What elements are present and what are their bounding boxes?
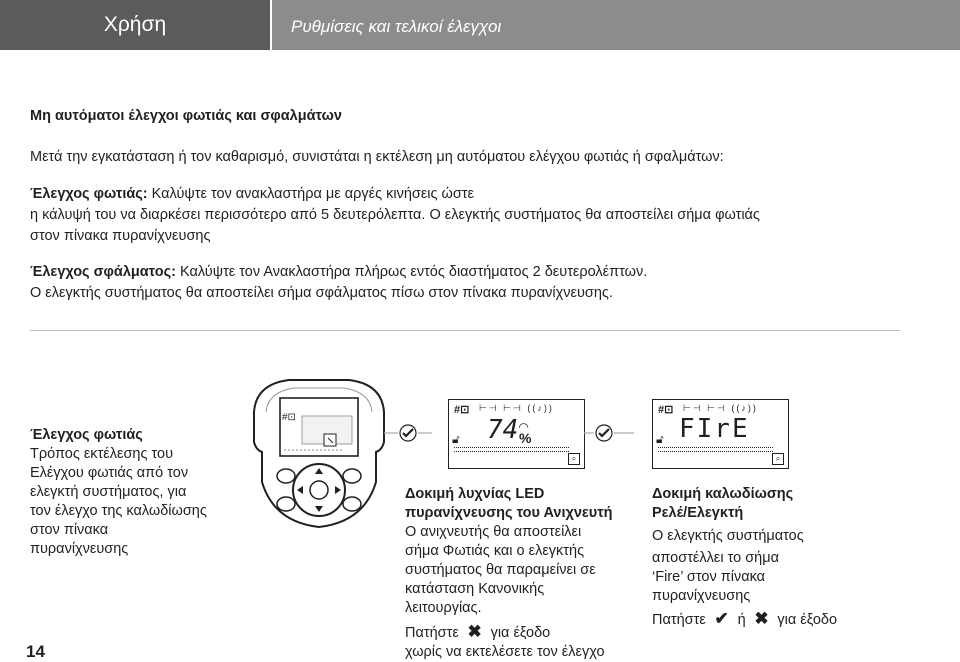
middle-column-line: σήμα Φωτιάς και ο ελεγκτής [405,543,585,559]
lcd-reading: 74 [487,415,519,445]
check-icon: ✔ [709,609,734,628]
left-column-line: πυρανίχνευσης [30,541,129,557]
left-column-line: ελεγκτή συστήματος, για [30,484,187,500]
press-text: Πατήστε [652,612,706,628]
middle-column-title: πυρανίχνευσης του Ανιχνευτή [405,505,613,521]
cross-icon: ✖ [749,609,774,628]
fire-check-line2: η κάλυψή του να διαρκέσει περισσότερο από 5 δευτερόλεπτα. Ο ελεγκτής συστήματος θα αποστείλει σήμα φωτιάς [30,207,760,223]
middle-column-title: Δοκιμή λυχνίας LED [405,486,545,502]
signal-icon: ◜◝ [519,420,529,434]
lock-icon: 🔓︎ [656,432,664,446]
status-icons-row: ⊢⊣ ⊢⊣ ((♪)) [479,403,554,413]
middle-column [405,485,613,662]
bargraph [454,447,569,452]
right-column-title: Ρελέ/Ελεγκτή [652,505,744,521]
fault-check-text1: Καλύψτε τον Ανακλαστήρα πλήρως εντός διαστήματος 2 δευτερολέπτων. [180,264,648,280]
right-column-title: Δοκιμή καλωδίωσης [652,486,794,502]
right-column-line: πυρανίχνευσης [652,588,751,604]
lcd-display-wiring-test [652,399,789,469]
right-column-line: ‘Fire’ στον πίνακα [652,569,766,585]
lock-icon: 🔓︎ [452,432,460,446]
left-column-title: Έλεγχος φωτιάς [30,427,143,443]
left-column-line: στον πίνακα [30,522,109,538]
cross-icon: ✖ [462,622,487,641]
flow-arrow [584,424,634,444]
fire-check-text1: Καλύψτε τον ανακλαστήρα με αργές κινήσεις ώστε [151,186,474,202]
right-column-line: Ο ελεγκτής συστήματος [652,528,804,544]
fault-check-line1 [30,262,647,283]
middle-column-line: Ο ανιχνευτής θα αποστείλει [405,524,582,540]
right-column-press-line [652,609,837,630]
middle-column-line: κατάσταση Κανονικής [405,581,545,597]
fire-symbol: #⊡ [658,404,674,416]
lcd-display-led-test [448,399,585,469]
middle-column-press-line [405,622,613,643]
separator-line [30,330,900,331]
fire-check-label: Έλεγχος φωτιάς: [30,186,148,202]
controller-device-illustration [244,372,394,532]
section-subtitle: Ρυθμίσεις και τελικοί έλεγχοι [291,17,502,36]
intro-heading: Μη αυτόματοι έλεγχοι φωτιάς και σφαλμάτων [30,108,342,124]
right-column-line: αποστέλλει το σήμα [652,550,779,566]
lcd-reading: FIrE [679,414,750,444]
fire-check-line3: στον πίνακα πυρανίχνευσης [30,228,211,244]
left-column-line: Ελέγχου φωτιάς από τον [30,465,189,481]
fault-check-line2: Ο ελεγκτής συστήματος θα αποστείλει σήμα σφάλματος πίσω στον πίνακα πυρανίχνευσης. [30,285,613,301]
right-column [652,485,837,630]
exit-text: για έξοδο [490,625,551,641]
svg-text:#⊡: #⊡ [282,412,296,423]
middle-column-line: χωρίς να εκτελέσετε τον έλεγχο [405,644,605,660]
press-text: Πατήστε [405,625,459,641]
left-column-line: Τρόπος εκτέλεσης του [30,446,174,462]
or-text: ή [737,612,746,628]
magnify-icon: ⌕ [772,453,784,465]
left-column [30,426,207,559]
fire-symbol: #⊡ [454,404,470,416]
exit-text: για έξοδο [777,612,838,628]
flow-arrow [384,424,434,444]
middle-column-line: συστήματος θα παραμείνει σε [405,562,596,578]
status-icons-row: ⊢⊣ ⊢⊣ ((♪)) [683,403,758,413]
fire-check-line1 [30,184,474,205]
page-number: 14 [26,642,45,661]
middle-column-line: λειτουργίας. [405,600,482,616]
left-column-line: τον έλεγχο της καλωδίωσης [30,503,207,519]
bargraph [658,447,773,452]
fault-check-label: Έλεγχος σφάλματος: [30,264,176,280]
section-title: Χρήση [103,13,167,36]
intro-lead: Μετά την εγκατάσταση ή τον καθαρισμό, συνιστάται η εκτέλεση μη αυτόματου ελέγχου φωτιάς ή σφαλμάτων: [30,149,724,165]
magnify-icon: ⌕ [568,453,580,465]
lcd-unit: % [519,430,532,446]
